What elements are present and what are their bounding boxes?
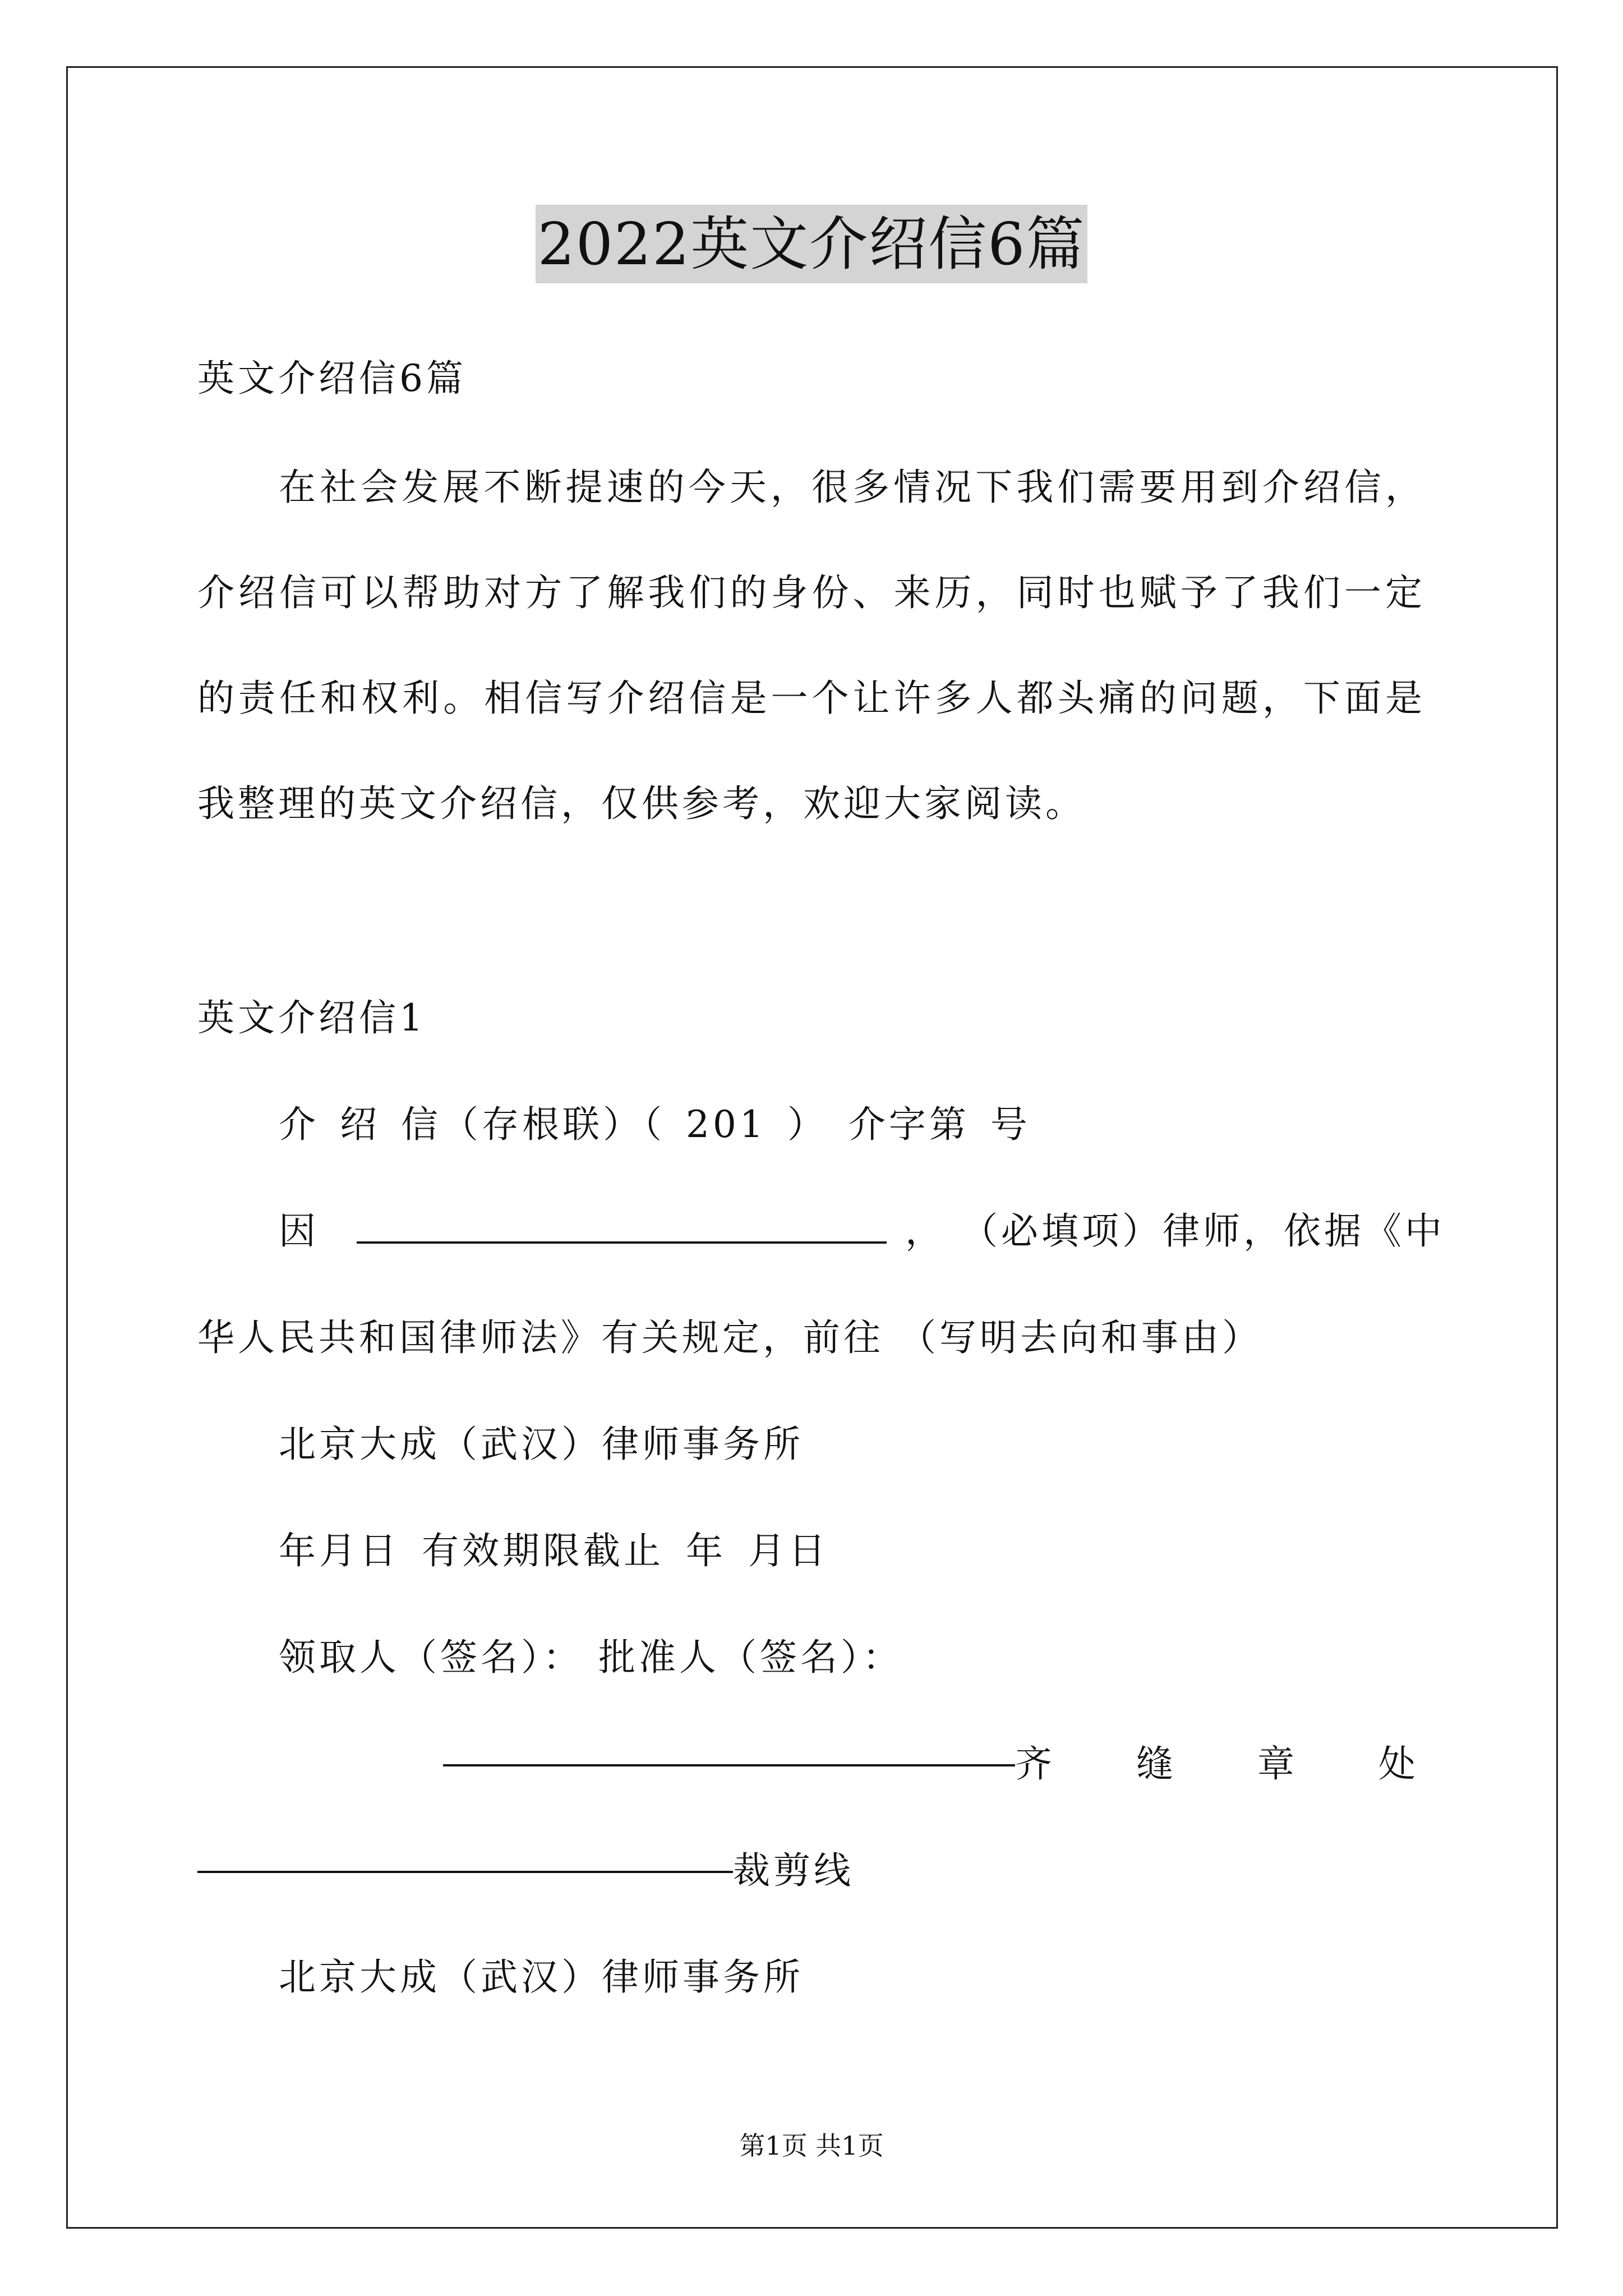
fill-in-blank bbox=[357, 1236, 887, 1244]
intro-line-3: 的责任和权利。相信写介绍信是一个让许多人都头痛的问题，下面是 bbox=[197, 677, 1426, 720]
document-subtitle: 英文介绍信6篇 bbox=[197, 357, 467, 400]
stub-line: 介 绍 信（存根联）（ 201 ） 介字第 号 bbox=[279, 1103, 1031, 1146]
signature-line: 领取人（签名）： 批准人（签名）： bbox=[279, 1636, 903, 1679]
intro-line-2: 介绍信可以帮助对方了解我们的身份、来历，同时也赋予了我们一定 bbox=[197, 571, 1426, 614]
cut-dash bbox=[197, 1871, 733, 1873]
section-heading: 英文介绍信1 bbox=[197, 996, 426, 1039]
firm-name-1: 北京大成（武汉）律师事务所 bbox=[279, 1423, 804, 1466]
cut-label: 裁剪线 bbox=[733, 1849, 854, 1892]
document-title: 2022英文介绍信6篇 bbox=[536, 205, 1088, 283]
seal-text: 齐 缝 章 处 bbox=[1015, 1742, 1419, 1786]
cut-line bbox=[197, 1846, 854, 1896]
because-line bbox=[279, 1206, 1445, 1257]
date-line: 年月日 有效期限截止 年 月日 bbox=[279, 1529, 829, 1572]
law-line: 华人民共和国律师法》有关规定，前往 （写明去向和事由） bbox=[197, 1316, 1262, 1359]
intro-line-4: 我整理的英文介绍信，仅供参考，欢迎大家阅读。 bbox=[197, 782, 1086, 825]
because-suffix: ， （必填项）律师，依据《中 bbox=[905, 1209, 1445, 1253]
page-footer: 第1页 共1页 bbox=[739, 2131, 884, 2161]
firm-name-2: 北京大成（武汉）律师事务所 bbox=[279, 1955, 804, 1999]
intro-line-1: 在社会发展不断提速的今天，很多情况下我们需要用到介绍信， bbox=[279, 466, 1426, 509]
because-prefix: 因 bbox=[279, 1209, 319, 1253]
title-container bbox=[0, 205, 1623, 283]
seal-dash bbox=[443, 1764, 1015, 1766]
seal-line bbox=[443, 1739, 1419, 1789]
